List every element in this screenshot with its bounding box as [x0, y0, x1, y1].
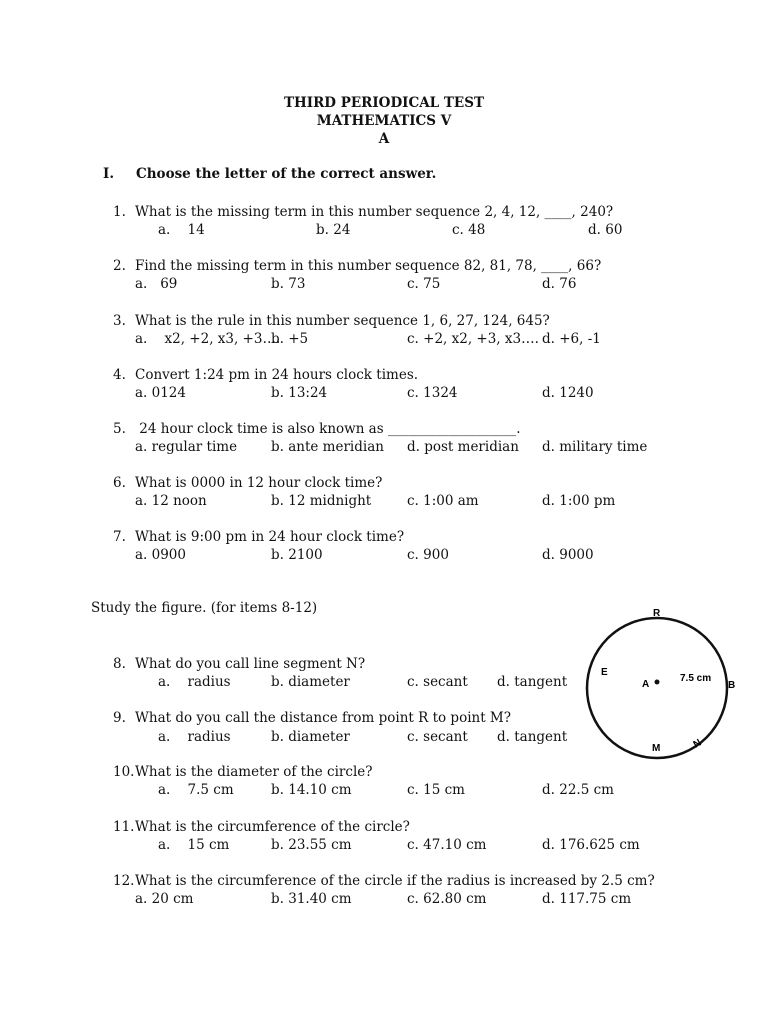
option-c: c. +2, x2, +3, x3….	[407, 331, 539, 347]
question-text: What is 0000 in 12 hour clock time?	[135, 475, 383, 491]
question-number: 11.	[113, 819, 135, 835]
option-a: a. regular time	[135, 439, 238, 455]
option-c: c. 15 cm	[407, 782, 465, 798]
option-b: b. 23.55 cm	[271, 837, 352, 853]
section-instruction: Choose the letter of the correct answer.	[136, 166, 437, 182]
section-heading	[103, 166, 436, 182]
label-radius: 7.5 cm	[680, 673, 712, 684]
option-d: d. 9000	[542, 547, 594, 563]
question-number: 9.	[113, 710, 126, 726]
option-b: b. 24	[316, 222, 351, 238]
option-d: d. 1240	[542, 385, 594, 401]
test-set: A	[378, 131, 390, 147]
question-number: 5.	[113, 421, 126, 437]
label-m: M	[652, 743, 661, 754]
question-text: Convert 1:24 pm in 24 hours clock times.	[135, 367, 419, 383]
option-b: b. ante meridian	[271, 439, 384, 455]
question-number: 8.	[113, 656, 126, 672]
question-text: What do you call the distance from point R to point M?	[135, 710, 511, 726]
label-e: E	[601, 667, 608, 678]
question-text: What is the circumference of the circle?	[135, 819, 410, 835]
option-b: b. 14.10 cm	[271, 782, 352, 798]
option-b: b. +5	[271, 331, 309, 347]
question-text: Find the missing term in this number sequence 82, 81, 78, ____, 66?	[135, 258, 602, 274]
test-title: THIRD PERIODICAL TEST	[283, 95, 485, 111]
label-r: R	[653, 608, 661, 619]
option-c: c. secant	[407, 729, 468, 745]
question-number: 6.	[113, 475, 126, 491]
option-a: a. 12 noon	[135, 493, 207, 509]
option-d: d. 117.75 cm	[542, 891, 632, 907]
option-c: c. secant	[407, 674, 468, 690]
option-c: c. 48	[452, 222, 486, 238]
section-number: I.	[103, 166, 115, 182]
option-b: b. 2100	[271, 547, 323, 563]
question-number: 2.	[113, 258, 126, 274]
option-b: b. diameter	[271, 674, 350, 690]
question-number: 7.	[113, 529, 126, 545]
question-text: What is the rule in this number sequence 1, 6, 27, 124, 645?	[135, 313, 550, 329]
option-a: a. 20 cm	[135, 891, 194, 907]
option-d: d. 176.625 cm	[542, 837, 640, 853]
question-number: 3.	[113, 313, 126, 329]
circle-outline	[587, 618, 727, 758]
option-c: c. 1324	[407, 385, 458, 401]
question-text: What do you call line segment N?	[135, 656, 366, 672]
option-d: d. +6, -1	[542, 331, 601, 347]
option-b: b. 12 midnight	[271, 493, 372, 509]
option-a: a. radius	[158, 674, 231, 690]
option-c: c. 62.80 cm	[407, 891, 487, 907]
question-text: What is the circumference of the circle if the radius is increased by 2.5 cm?	[135, 873, 655, 889]
question-text: What is the diameter of the circle?	[135, 764, 373, 780]
option-a: a. 0124	[135, 385, 186, 401]
label-b: B	[728, 680, 736, 691]
option-a: a. radius	[158, 729, 231, 745]
option-b: b. 13:24	[271, 385, 328, 401]
option-b: b. 31.40 cm	[271, 891, 352, 907]
option-d: d. military time	[542, 439, 648, 455]
option-c: c. 75	[407, 276, 441, 292]
question-text: What is the missing term in this number sequence 2, 4, 12, ____, 240?	[135, 204, 614, 220]
option-d: d. 76	[542, 276, 577, 292]
question-number: 10.	[113, 764, 135, 780]
question-text: 24 hour clock time is also known as ___________________.	[135, 421, 521, 437]
label-a: A	[642, 679, 650, 690]
option-d: d. tangent	[497, 729, 568, 745]
option-a: a. x2, +2, x3, +3….	[135, 331, 281, 347]
figure-instruction: Study the figure. (for items 8-12)	[91, 600, 318, 616]
option-c: c. 1:00 am	[407, 493, 479, 509]
question-text: What is 9:00 pm in 24 hour clock time?	[135, 529, 405, 545]
subject-title: MATHEMATICS V	[316, 113, 452, 129]
option-c: d. post meridian	[407, 439, 519, 455]
option-c: c. 47.10 cm	[407, 837, 487, 853]
option-c: c. 900	[407, 547, 449, 563]
question-number: 4.	[113, 367, 126, 383]
question-number: 1.	[113, 204, 126, 220]
option-a: a. 15 cm	[158, 837, 230, 853]
circle-figure	[580, 600, 750, 770]
option-b: b. 73	[271, 276, 306, 292]
option-d: d. 1:00 pm	[542, 493, 616, 509]
option-a: a. 0900	[135, 547, 186, 563]
center-point	[655, 680, 660, 685]
option-a: a. 14	[158, 222, 205, 238]
option-d: d. 60	[588, 222, 623, 238]
option-a: a. 7.5 cm	[158, 782, 234, 798]
option-a: a. 69	[135, 276, 178, 292]
option-b: b. diameter	[271, 729, 350, 745]
option-d: d. 22.5 cm	[542, 782, 614, 798]
question-number: 12.	[113, 873, 135, 889]
label-n: N	[691, 737, 704, 751]
option-d: d. tangent	[497, 674, 568, 690]
